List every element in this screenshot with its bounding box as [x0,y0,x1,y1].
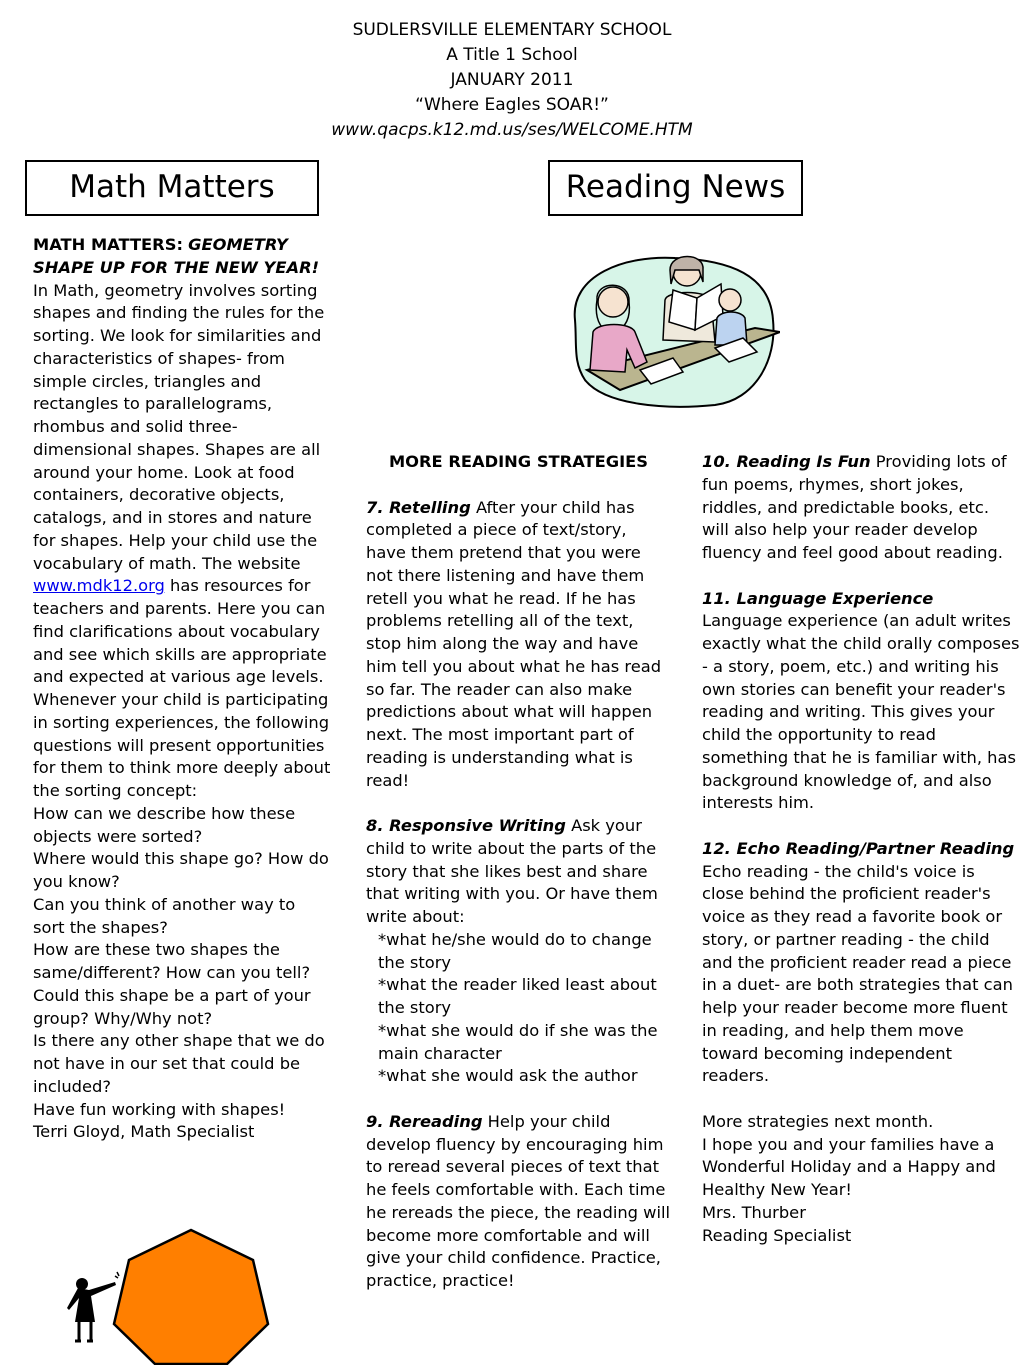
math-question: How are these two shapes the same/different? How can you tell? [33,940,311,982]
school-name: SUDLERSVILLE ELEMENTARY SCHOOL [352,20,672,40]
strategy-11-title: 11. Language Experience [702,588,934,608]
math-question: Is there any other shape that we do not have in our set that could be included? [33,1031,325,1096]
strategy-8-item: *what he/she would do to change the story [378,929,652,972]
mdk12-link[interactable]: www.mdk12.org [33,576,165,596]
reading-strategies-col2 [702,451,1020,1247]
strategy-7 [366,497,671,793]
school-url[interactable]: www.qacps.k12.md.us/ses/WELCOME.HTM [331,120,693,140]
math-body-text: In Math, geometry involves sorting shapes and finding the rules for the sorting. We look for similarities and characteristics of shapes- from simple circles, triangles and rectangles to parallelograms, rhombus and solid three-dimensional shapes. Shapes are all around your home. Look at food containers, decorative objects, catalogs, and in stores and nature for shapes. Help your child use the vocabulary of math. The website [33,280,325,573]
school-subtitle: A Title 1 School [446,45,578,65]
math-heading-topic: GEOMETRY SHAPE UP FOR THE NEW YEAR! [33,235,320,277]
strategy-7-title: 7. Retelling [366,497,471,517]
reading-signature-name: Mrs. Thurber [702,1202,806,1222]
strategy-11-body: Language experience (an adult writes exactly what the child orally composes - a story, poem, etc.) and writing his own stories can benefit your reader's reading and writing. This gives your child the opportunity to read something that he is familiar with, has background knowledge of, and also interests him. [702,611,1020,813]
issue-date: JANUARY 2011 [450,70,574,90]
strategy-8-item: *what the reader liked least about the story [378,975,657,1017]
strategy-8-title: 8. Responsive Writing [366,816,566,835]
strategy-9 [366,1111,671,1293]
math-body [33,280,331,803]
strategy-8 [366,815,671,929]
reading-strategies-col1 [366,451,671,1293]
math-body-text-cont: has resources for teachers and parents. Here you can find clarifications about vocabulary and see which skills are appropriate and expected at various age levels. Whenever your child is participating in sorting experiences, the following questions will present opportunities for them to think more deeply about the sorting concept: [33,576,331,800]
math-heading [33,234,331,280]
reading-closing-line: More strategies next month. [702,1111,934,1131]
math-question: Can you think of another way to sort the shapes? [33,894,296,937]
strategy-12-title: 12. Echo Reading/Partner Reading [702,838,1015,858]
math-question: Could this shape be a part of your group? Why/Why not? [33,985,311,1028]
reading-signature-title: Reading Specialist [702,1225,852,1245]
strategy-8-item: *what she would do if she was the main character [378,1020,658,1063]
reading-closing-wish: I hope you and your families have a Wonderful Holiday and a Happy and Healthy New Year! [702,1134,996,1199]
math-question: How can we describe how these objects were sorted? [33,803,296,846]
school-motto: “Where Eagles SOAR!” [415,95,609,115]
strategy-9-body: Help your child develop fluency by encouraging him to reread several pieces of text that he feels comfortable with. Each time he rereads the piece, the reading will become more comfortable and will give your child confidence. Practice, practice, practice! [366,1111,671,1290]
newsletter-header [0,18,1024,143]
reading-family-clipart [565,250,780,410]
math-question: Where would this shape go? How do you know? [33,849,329,891]
strategy-10-body: Providing lots of fun poems, rhymes, short jokes, riddles, and predictable books, etc. will also help your reader develop fluency and feel good about reading. [702,452,1007,562]
strategy-12-body: Echo reading - the child's voice is close behind the proficient reader's voice as they read a favorite book or story, or partner reading - the child and the proficient reader read a piece in a duet- are both strategies that can help your reader become more fluent in reading, and help them move toward becoming independent readers. [702,861,1013,1086]
math-closing: Have fun working with shapes! [33,1099,286,1119]
math-matters-article [33,234,331,1144]
math-signature: Terri Gloyd, Math Specialist [33,1122,255,1142]
strategy-10 [702,451,1020,565]
strategy-10-title: 10. Reading Is Fun [702,452,871,471]
math-heading-label: MATH MATTERS: [33,235,183,254]
strategy-7-body: After your child has completed a piece of text/story, have them pretend that you were not there listening and have them retell you what he read. If he has problems retelling all of the text, stop him along the way and have him tell you about what he has read so far. The reader can also make predictions about what will happen next. The most important part of reading is understanding what is read! [366,497,662,790]
strategies-heading: MORE READING STRATEGIES [388,452,649,471]
strategy-9-title: 9. Rereading [366,1111,483,1131]
strategy-8-item: *what she would ask the author [378,1066,638,1086]
reading-news-title: Reading News [548,160,803,216]
orange-heptagon-shape [112,1228,270,1365]
strategy-8-body: Ask your child to write about the parts of the story that she likes best and share that writing with you. Or have them write about: [366,816,658,926]
math-matters-title: Math Matters [25,160,319,216]
